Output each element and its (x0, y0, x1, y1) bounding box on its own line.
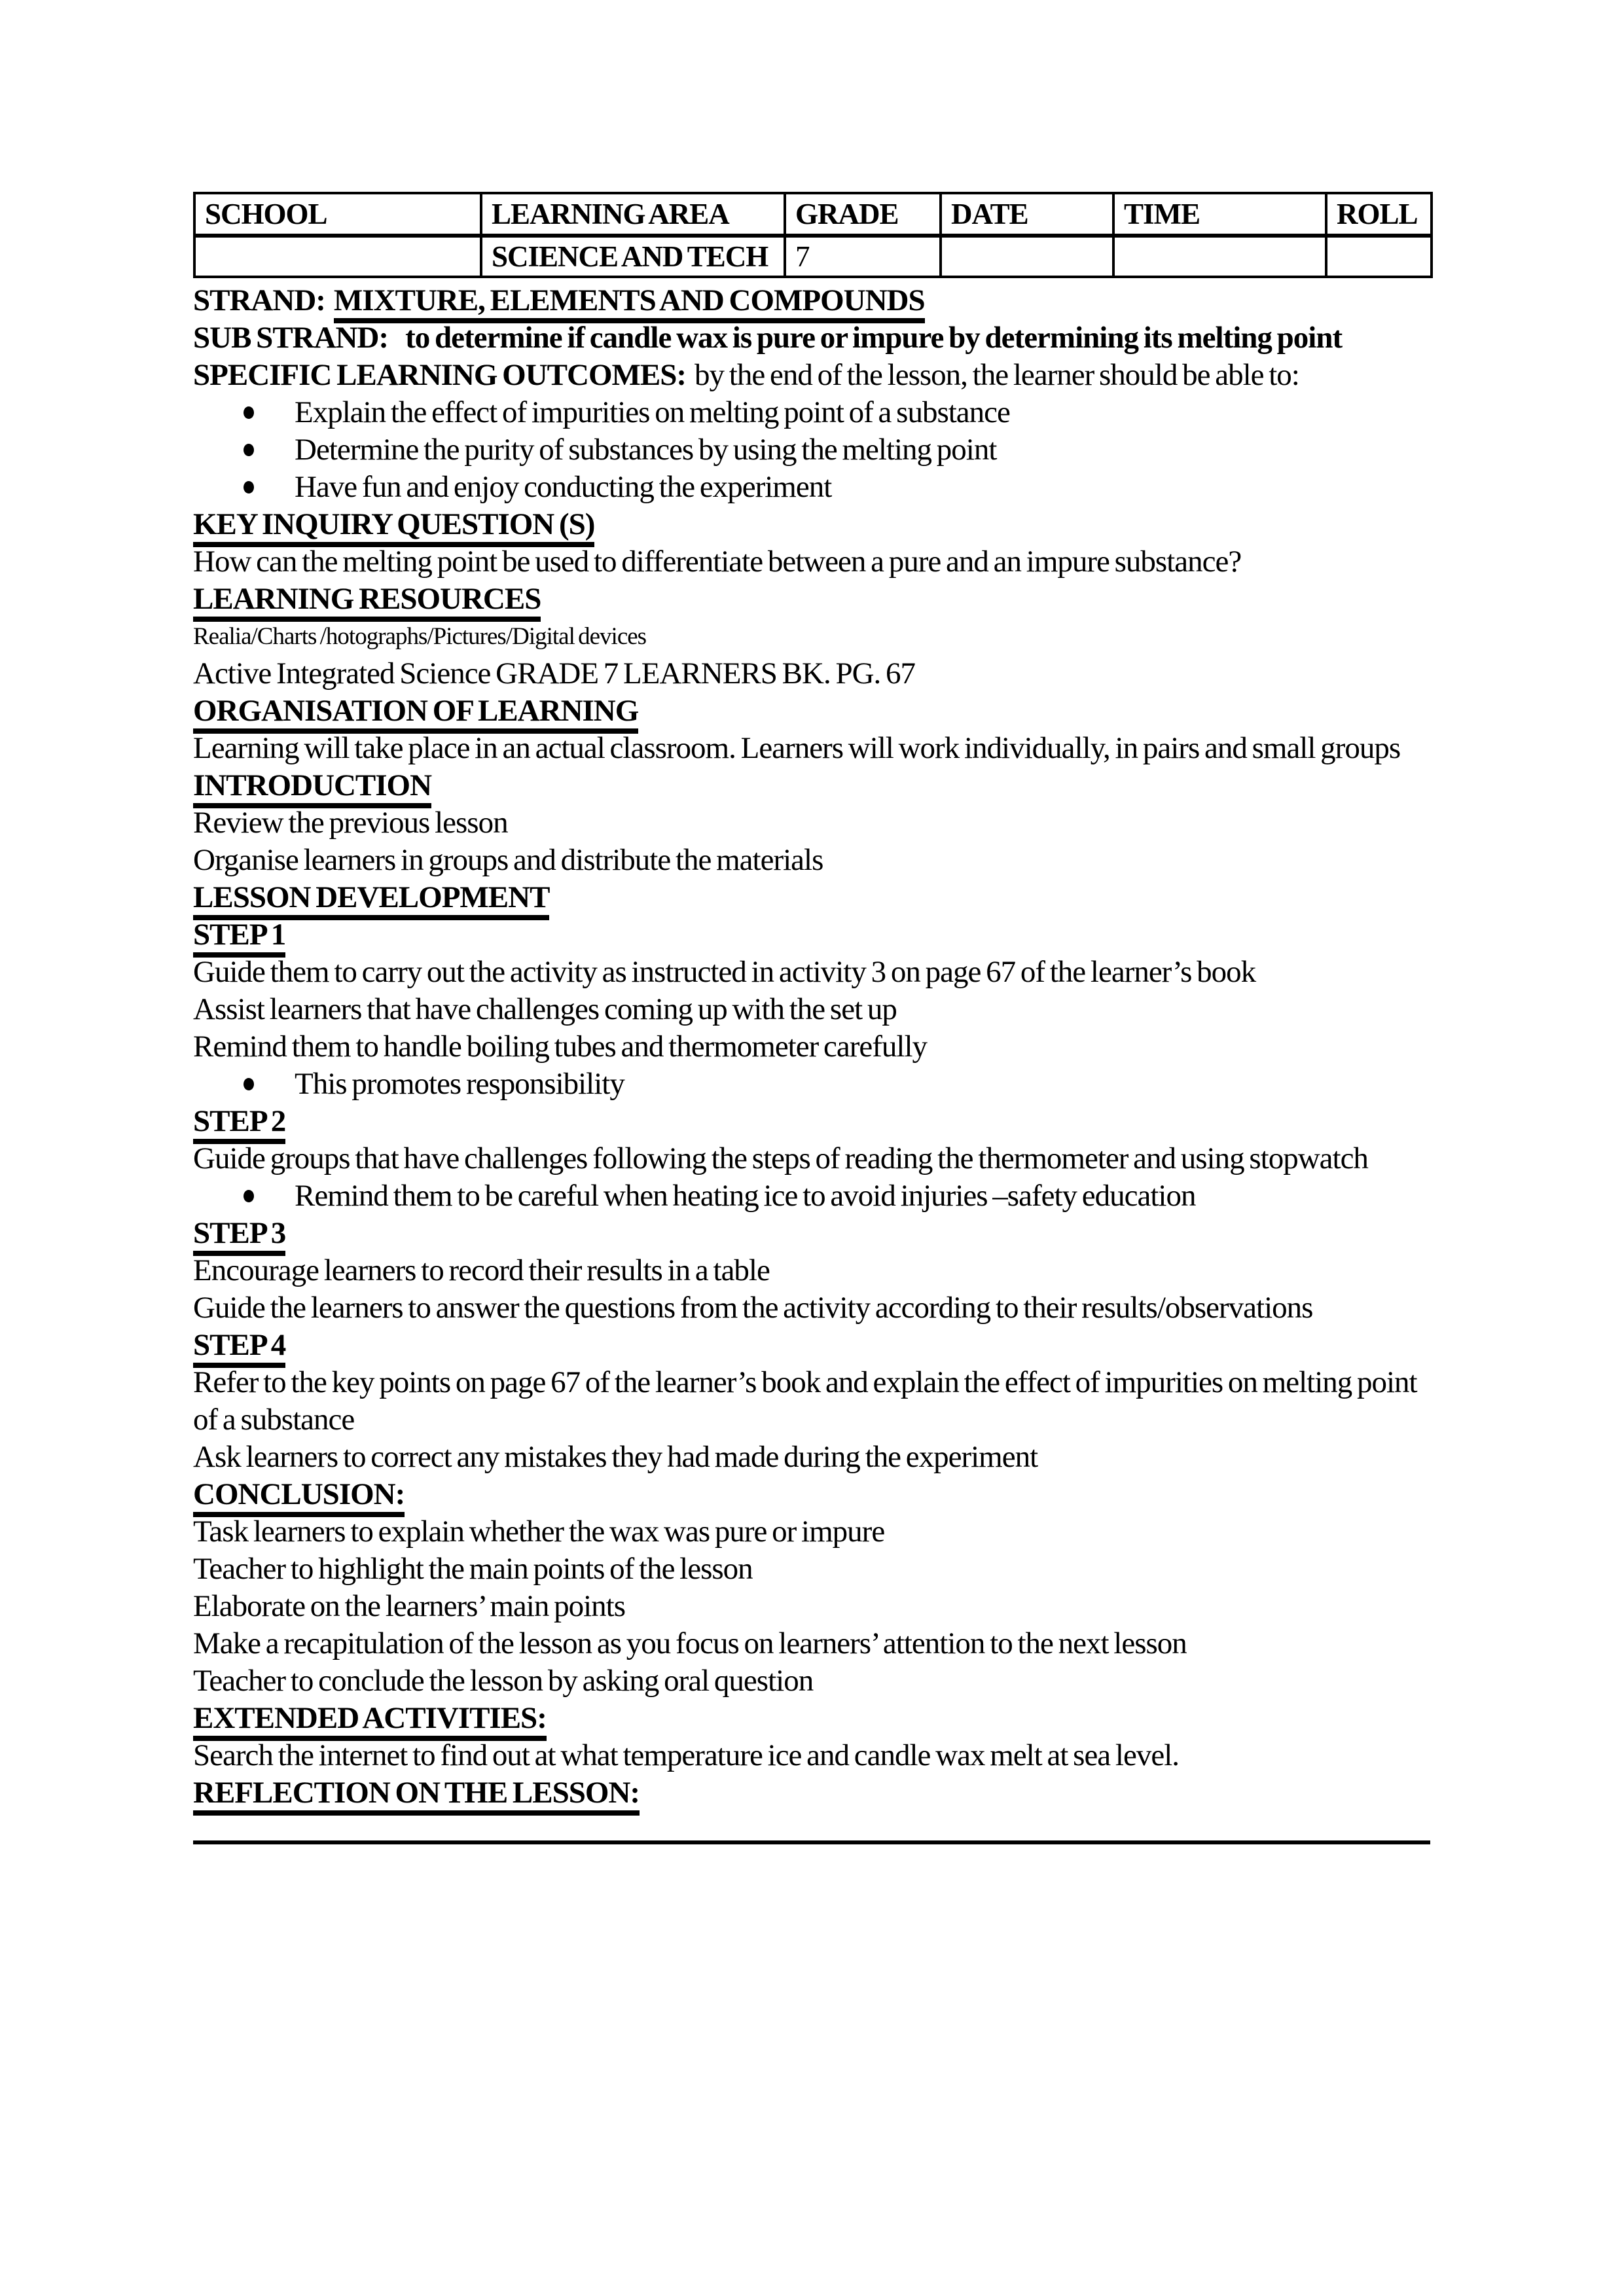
cell-roll (1326, 236, 1432, 277)
strand-line (193, 282, 1430, 319)
header-learning-area: LEARNING AREA (481, 193, 785, 236)
step3-line-1: Encourage learners to record their results in a table (193, 1253, 770, 1287)
substrand-label: SUB STRAND: (193, 321, 389, 355)
introduction-line-2: Organise learners in groups and distribute the materials (193, 843, 823, 877)
key-inquiry-heading (193, 506, 1430, 543)
step2-bullet-list (193, 1177, 1430, 1215)
organisation-heading (193, 692, 1430, 730)
step4-line-2: Ask learners to correct any mistakes they had made during the experiment (193, 1440, 1038, 1474)
step2-line-1: Guide groups that have challenges following the steps of reading the thermometer and using stopwatch (193, 1141, 1368, 1175)
organisation-text: Learning will take place in an actual classroom. Learners will work individually, in pairs and small groups (193, 731, 1401, 765)
header-grade: GRADE (785, 193, 941, 236)
cell-grade: 7 (785, 236, 941, 277)
key-inquiry-question: How can the melting point be used to differentiate between a pure and an impure substance? (193, 545, 1242, 579)
substrand-value: to determine if candle wax is pure or impure by determining its melting point (405, 321, 1343, 355)
step4-heading (193, 1327, 1430, 1364)
step2-bullet: Remind them to be careful when heating ice to avoid injuries –safety education (295, 1177, 1430, 1215)
step4-heading-text: STEP 4 (193, 1328, 285, 1368)
step1-line-3: Remind them to handle boiling tubes and thermometer carefully (193, 1030, 928, 1064)
conclusion-line-3: Elaborate on the learners’ main points (193, 1589, 626, 1623)
reflection-heading-text: REFLECTION ON THE LESSON: (193, 1776, 640, 1816)
introduction-heading-text: INTRODUCTION (193, 768, 431, 808)
resources-heading (193, 581, 1430, 618)
introduction-line-1: Review the previous lesson (193, 806, 508, 840)
cell-time (1113, 236, 1326, 277)
header-time: TIME (1113, 193, 1326, 236)
header-roll: ROLL (1326, 193, 1432, 236)
resources-materials: Realia/Charts /hotographs/Pictures/Digital devices (193, 623, 647, 650)
step1-line-2: Assist learners that have challenges coming up with the set up (193, 992, 897, 1026)
outcome-bullet-1: Explain the effect of impurities on melting point of a substance (295, 394, 1430, 431)
step1-bullet-list (193, 1066, 1430, 1103)
step4-line-1: Refer to the key points on page 67 of the learner’s book and explain the effect of impurities on melting point of a substance (193, 1365, 1417, 1437)
outcomes-intro: by the end of the lesson, the learner should be able to: (695, 358, 1299, 392)
substrand-line (193, 319, 1430, 357)
step2-heading (193, 1103, 1430, 1140)
reflection-heading (193, 1774, 1430, 1812)
table-value-row (194, 236, 1432, 277)
step3-heading-text: STEP 3 (193, 1216, 285, 1256)
step1-heading-text: STEP 1 (193, 918, 285, 958)
outcomes-line (193, 357, 1430, 394)
outcome-bullet-2: Determine the purity of substances by using the melting point (295, 431, 1430, 469)
conclusion-line-2: Teacher to highlight the main points of the lesson (193, 1552, 753, 1586)
conclusion-line-5: Teacher to conclude the lesson by asking oral question (193, 1664, 814, 1698)
step2-heading-text: STEP 2 (193, 1104, 285, 1144)
fill-in-line (193, 1840, 1430, 1844)
cell-school (194, 236, 481, 277)
organisation-heading-text: ORGANISATION OF LEARNING (193, 694, 638, 734)
conclusion-line-1: Task learners to explain whether the wax was pure or impure (193, 1515, 885, 1549)
document-content (193, 192, 1430, 1844)
step1-bullet: This promotes responsibility (295, 1066, 1430, 1103)
resources-heading-text: LEARNING RESOURCES (193, 582, 541, 622)
step3-heading (193, 1215, 1430, 1252)
lesson-header-table (193, 192, 1433, 278)
header-date: DATE (941, 193, 1113, 236)
extended-activities-line: Search the internet to find out at what temperature ice and candle wax melt at sea level. (193, 1738, 1180, 1772)
outcome-bullet-3: Have fun and enjoy conducting the experiment (295, 469, 1430, 506)
conclusion-heading (193, 1476, 1430, 1513)
strand-label: STRAND: (193, 283, 325, 317)
introduction-heading (193, 767, 1430, 804)
step1-line-1: Guide them to carry out the activity as instructed in activity 3 on page 67 of the learner’s book (193, 955, 1256, 989)
outcomes-bullet-list (193, 394, 1430, 506)
step3-line-2: Guide the learners to answer the questions from the activity according to their results/observations (193, 1291, 1313, 1325)
extended-activities-heading (193, 1700, 1430, 1737)
table-header-row (194, 193, 1432, 236)
resources-book: Active Integrated Science GRADE 7 LEARNERS BK. PG. 67 (193, 656, 916, 691)
strand-value: MIXTURE, ELEMENTS AND COMPOUNDS (334, 283, 925, 323)
key-inquiry-heading-text: KEY INQUIRY QUESTION (S) (193, 507, 594, 547)
step1-heading (193, 916, 1430, 954)
outcomes-label: SPECIFIC LEARNING OUTCOMES: (193, 358, 687, 392)
header-school: SCHOOL (194, 193, 481, 236)
conclusion-line-4: Make a recapitulation of the lesson as you focus on learners’ attention to the next lesson (193, 1626, 1187, 1660)
cell-date (941, 236, 1113, 277)
extended-activities-heading-text: EXTENDED ACTIVITIES: (193, 1701, 547, 1741)
lesson-development-heading (193, 879, 1430, 916)
lesson-development-heading-text: LESSON DEVELOPMENT (193, 880, 549, 920)
cell-learning-area: SCIENCE AND TECH (481, 236, 785, 277)
conclusion-heading-text: CONCLUSION: (193, 1477, 405, 1517)
